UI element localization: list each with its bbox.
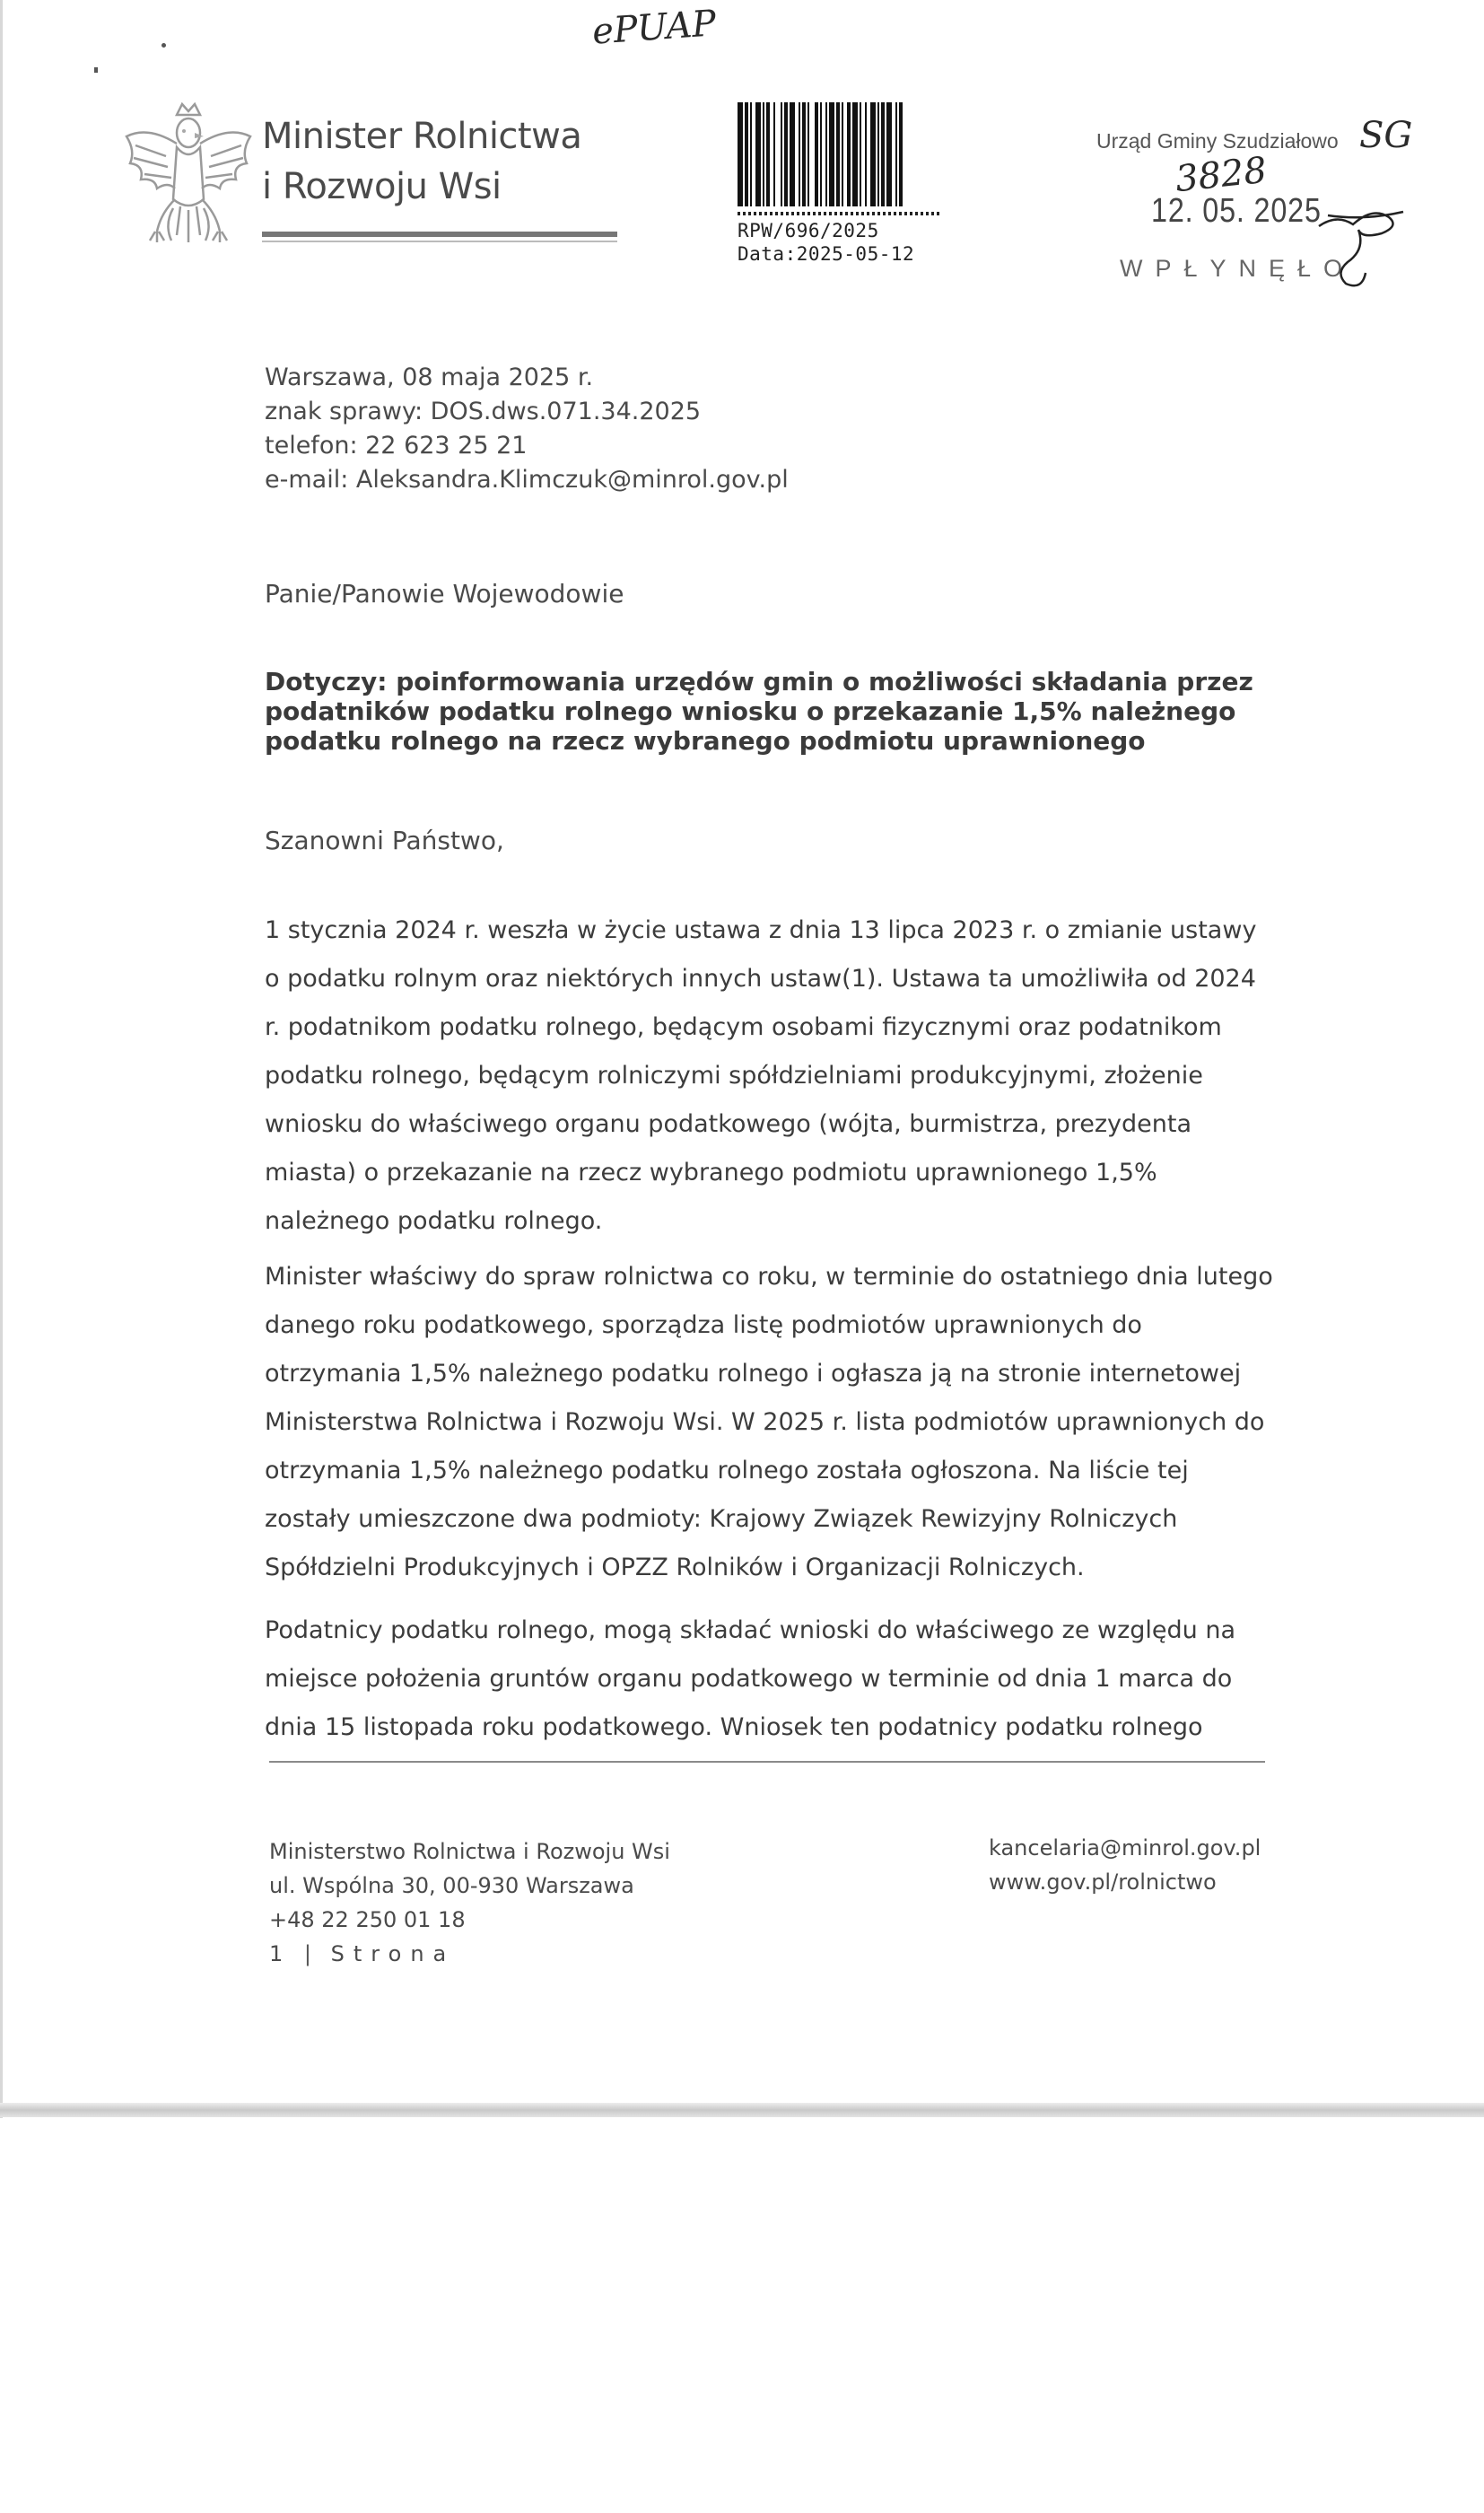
- barcode-dot: [748, 212, 751, 215]
- letter-subject: Dotyczy: poinformowania urzędów gmin o możliwości składania przez podatników podatku rolnego wniosku o przekazanie 1,5% należnego podatku rolnego na rzecz wybranego podmiotu uprawnionego: [265, 667, 1253, 756]
- barcode-dot: [910, 212, 912, 215]
- page-separator: |: [303, 1941, 312, 1966]
- barcode-bar: [899, 102, 903, 206]
- barcode-dot: [802, 212, 805, 215]
- barcode-dot: [931, 212, 934, 215]
- handwritten-signature: [1310, 180, 1409, 296]
- barcode-dot: [883, 212, 886, 215]
- barcode-dot: [872, 212, 875, 215]
- barcode-dot: [937, 212, 939, 215]
- ministry-name-line-1: Minister Rolnictwa: [262, 116, 582, 157]
- barcode-bar: [829, 102, 834, 206]
- barcode-dot: [867, 212, 869, 215]
- paragraph: 1 stycznia 2024 r. weszła w życie ustawa z dnia 13 lipca 2023 r. o zmianie ustawy o podatku rolnym oraz niektórych innych ustaw(1). Ustawa ta umożliwiła od 2024 r. podatnikom podatku rolnego, będącym osobami fizycznymi oraz podatnikom podatku rolnego, będącym rolniczymi spółdzielniami produkcyjnymi, złożenie wniosku do właściwego organu podatkowego (wójta, burmistrza, prezydenta miasta) o przekazanie na rzecz wybranego podmiotu uprawnionego 1,5% należnego podatku rolnego.: [265, 916, 1257, 1235]
- barcode-bar: [784, 102, 788, 206]
- page-indicator: [269, 1937, 670, 1971]
- stamp-received: WPŁYNĘŁO: [1120, 255, 1356, 282]
- barcode-bar: [766, 102, 770, 206]
- barcode-dot: [791, 212, 794, 215]
- scan-edge: [0, 0, 3, 2118]
- barcode-bar: [877, 102, 879, 206]
- barcode-bar: [755, 102, 761, 206]
- barcode-bar: [802, 102, 806, 206]
- letter-meta: [265, 361, 789, 497]
- email: e-mail: Aleksandra.Klimczuk@minrol.gov.pl: [265, 466, 789, 494]
- barcode-bar: [781, 102, 782, 206]
- barcode-dot: [754, 212, 756, 215]
- header-divider-thin: [262, 241, 617, 242]
- barcode-dot: [894, 212, 896, 215]
- barcode-bar: [807, 102, 809, 206]
- barcode-dot: [834, 212, 837, 215]
- barcode-bar: [738, 102, 743, 206]
- handwritten-registration-number: 3828: [1173, 149, 1269, 201]
- barcode-label: [738, 219, 914, 266]
- page-number: 1: [269, 1941, 285, 1966]
- barcode-bar: [852, 102, 858, 206]
- barcode-bar: [820, 102, 822, 206]
- barcode-bar: [836, 102, 840, 206]
- place-date: Warszawa, 08 maja 2025 r.: [265, 363, 594, 391]
- barcode-dot: [738, 212, 740, 215]
- barcode-dot: [797, 212, 799, 215]
- ministry-name: [262, 111, 581, 212]
- barcode-bar: [815, 102, 818, 206]
- paragraph: Minister właściwy do spraw rolnictwa co roku, w terminie do ostatniego dnia lutego danego roku podatkowego, sporządza listę podmiotów uprawnionych do otrzymania 1,5% należnego podatku rolnego i ogłasza ją na stronie internetowej Ministerstwa Rolnictwa i Rozwoju Wsi. W 2025 r. lista podmiotów uprawnionych do otrzymania 1,5% należnego podatku rolnego została ogłoszona. Na liście tej zostały umieszczone dwa podmioty: Krajowy Związek Rewizyjny Rolniczych Spółdzielni Produkcyjnych i OPZZ Rolników i Organizacji Rolniczych.: [265, 1263, 1273, 1581]
- barcode-bar: [842, 102, 843, 206]
- footer-web: [989, 1831, 1261, 1899]
- footer-org-name: Ministerstwo Rolnictwa i Rozwoju Wsi: [269, 1839, 670, 1864]
- barcode-dot: [877, 212, 880, 215]
- handwritten-note: ePUAP: [590, 3, 718, 53]
- barcode-dot: [851, 212, 853, 215]
- stamp-office: Urząd Gminy Szudziałowo: [1096, 129, 1339, 153]
- footer-phone: +48 22 250 01 18: [269, 1907, 466, 1932]
- header-divider: [262, 232, 617, 237]
- page-label: Strona: [330, 1941, 456, 1966]
- polish-eagle-emblem-icon: [121, 99, 256, 247]
- barcode-bar: [865, 102, 867, 206]
- barcode-dot: [743, 212, 746, 215]
- footer-divider: [269, 1761, 1265, 1763]
- barcode-dot: [899, 212, 902, 215]
- barcode-bar: [860, 102, 861, 206]
- ministry-name-line-2: i Rozwoju Wsi: [262, 166, 502, 207]
- barcode-dot: [775, 212, 778, 215]
- footer-address: ul. Wspólna 30, 00-930 Warszawa: [269, 1873, 634, 1898]
- footer-email: kancelaria@minrol.gov.pl: [989, 1835, 1261, 1861]
- barcode-bar: [750, 102, 752, 206]
- barcode: [738, 102, 942, 221]
- footer-contact: [269, 1834, 670, 1971]
- barcode-dot: [856, 212, 859, 215]
- barcode-date: Data:2025-05-12: [738, 243, 915, 265]
- case-number: znak sprawy: DOS.dws.071.34.2025: [265, 398, 702, 425]
- barcode-dot: [770, 212, 773, 215]
- barcode-dot: [764, 212, 767, 215]
- barcode-dot: [807, 212, 810, 215]
- barcode-bar: [870, 102, 876, 206]
- barcode-dot: [888, 212, 891, 215]
- barcode-bar: [790, 102, 795, 206]
- handwritten-initials: SG: [1359, 115, 1413, 156]
- barcode-dot: [921, 212, 923, 215]
- barcode-dot: [915, 212, 918, 215]
- greeting: Szanowni Państwo,: [265, 826, 504, 855]
- barcode-number: RPW/696/2025: [738, 220, 879, 241]
- footer-website: www.gov.pl/rolnictwo: [989, 1869, 1217, 1895]
- barcode-bar: [763, 102, 764, 206]
- barcode-dot: [840, 212, 842, 215]
- scan-speck: [94, 67, 98, 73]
- barcode-dot: [824, 212, 826, 215]
- barcode-dot: [926, 212, 929, 215]
- barcode-bar: [825, 102, 827, 206]
- barcode-dot: [845, 212, 848, 215]
- stamp-date: 12. 05. 2025: [1151, 192, 1322, 230]
- barcode-dot: [759, 212, 762, 215]
- barcode-dot: [813, 212, 816, 215]
- barcode-bar: [895, 102, 897, 206]
- barcode-dot: [818, 212, 821, 215]
- barcode-dot: [861, 212, 864, 215]
- barcode-bar: [881, 102, 885, 206]
- barcode-bar: [773, 102, 775, 206]
- barcode-dot: [781, 212, 783, 215]
- scan-page-edge: [0, 2103, 1484, 2117]
- scan-speck: [161, 43, 166, 48]
- salutation: Panie/Panowie Wojewodowie: [265, 579, 624, 609]
- barcode-bar: [745, 102, 748, 206]
- phone: telefon: 22 623 25 21: [265, 432, 528, 460]
- barcode-bar: [799, 102, 800, 206]
- barcode-dot: [786, 212, 789, 215]
- paragraph: Podatnicy podatku rolnego, mogą składać wnioski do właściwego ze względu na miejsce położenia gruntów organu podatkowego w terminie od dnia 1 marca do dnia 15 listopada roku podatkowego. Wniosek ten podatnicy podatku rolnego: [265, 1616, 1236, 1741]
- barcode-dot: [829, 212, 832, 215]
- barcode-bar: [886, 102, 892, 206]
- barcode-dot: [904, 212, 907, 215]
- barcode-bar: [847, 102, 851, 206]
